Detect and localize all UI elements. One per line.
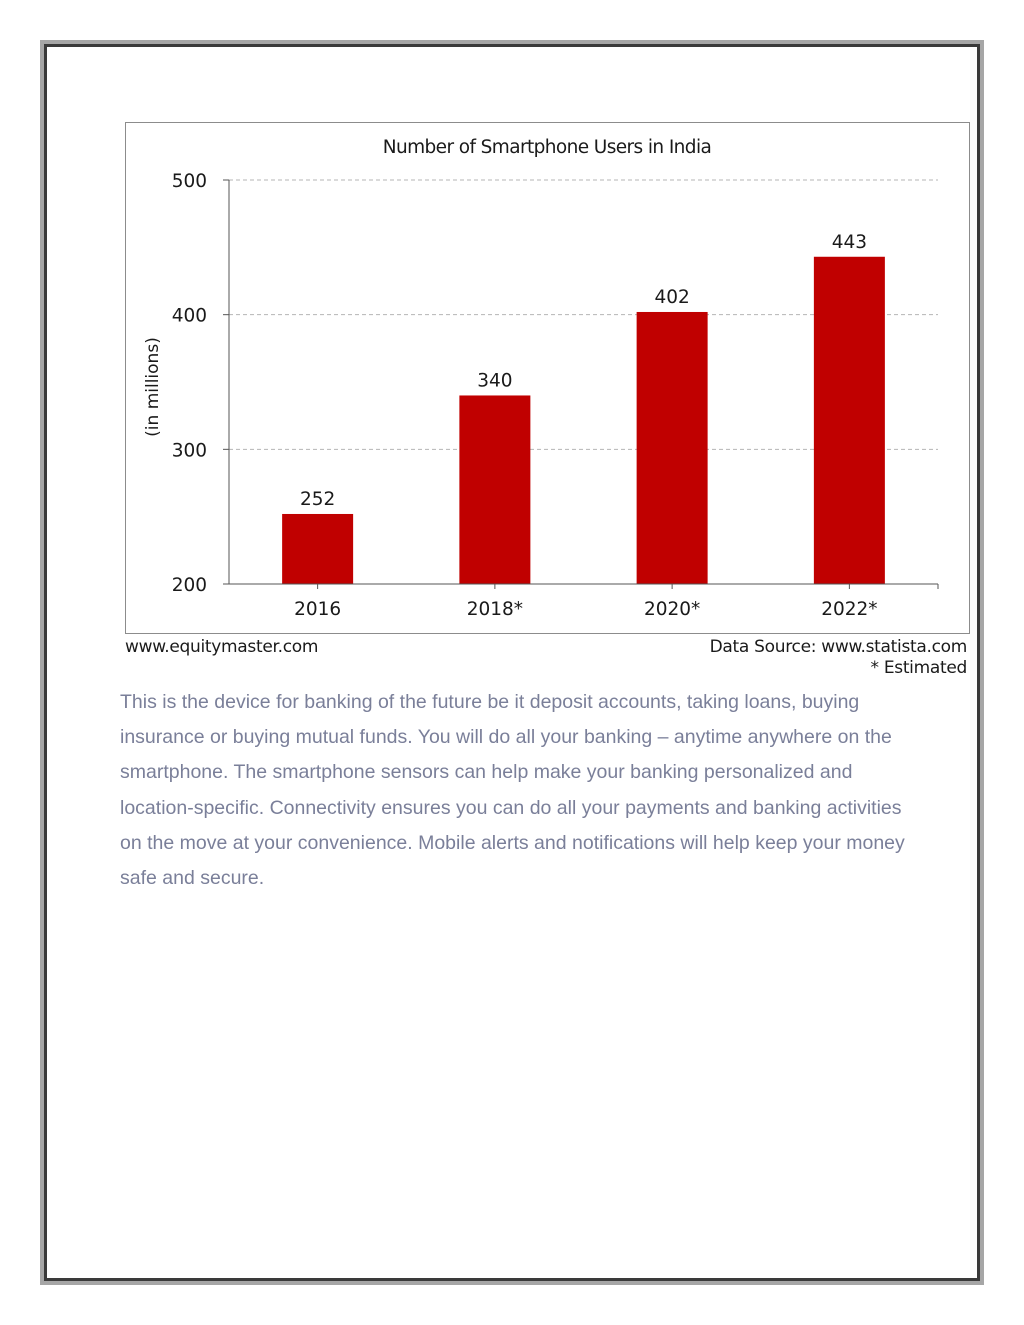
y-tick-label-500: 500 — [171, 171, 207, 192]
y-axis-label: (in millions) — [143, 337, 163, 437]
x-tick-label-1: 2016 — [294, 599, 342, 620]
bar-chart — [126, 123, 971, 635]
y-tick-label-300: 300 — [171, 440, 207, 462]
bar-value-label-4: 443 — [831, 231, 868, 253]
bars — [282, 257, 885, 584]
chart-title: Number of Smartphone Users in India — [382, 137, 712, 158]
chart-source-right-block — [710, 637, 967, 679]
chart-estimated-note: * Estimated — [870, 658, 967, 678]
bar-2 — [459, 395, 530, 584]
bar-3 — [637, 312, 708, 584]
x-tick-label-2: 2018* — [466, 599, 524, 620]
x-tick-label-3: 2020* — [643, 599, 701, 620]
bar-4 — [814, 257, 885, 584]
body-paragraph: This is the device for banking of the future be it deposit accounts, taking loans, buying insurance or buying mutual funds. You will do all your banking – anytime anywhere on the smartphone. The smartphone sensors can help make your banking personalized and location-specific. Connectivity ensures you can do all your payments and banking activities on the move at your convenience. Mobile alerts and notifications will help keep your money safe and secure. — [120, 691, 905, 890]
chart-source-left: www.equitymaster.com — [125, 637, 319, 657]
x-tick-label-4: 2022* — [821, 599, 878, 620]
bar-value-label-2: 340 — [477, 370, 513, 392]
y-tick-label-400: 400 — [171, 305, 207, 327]
bar-value-label-1: 252 — [299, 488, 336, 510]
y-tick-label-200: 200 — [171, 575, 207, 596]
chart-data-source: Data Source: www.statista.com — [709, 637, 967, 657]
bar-value-label-3: 402 — [654, 286, 690, 308]
bar-1 — [282, 514, 353, 584]
chart-container — [125, 122, 970, 634]
